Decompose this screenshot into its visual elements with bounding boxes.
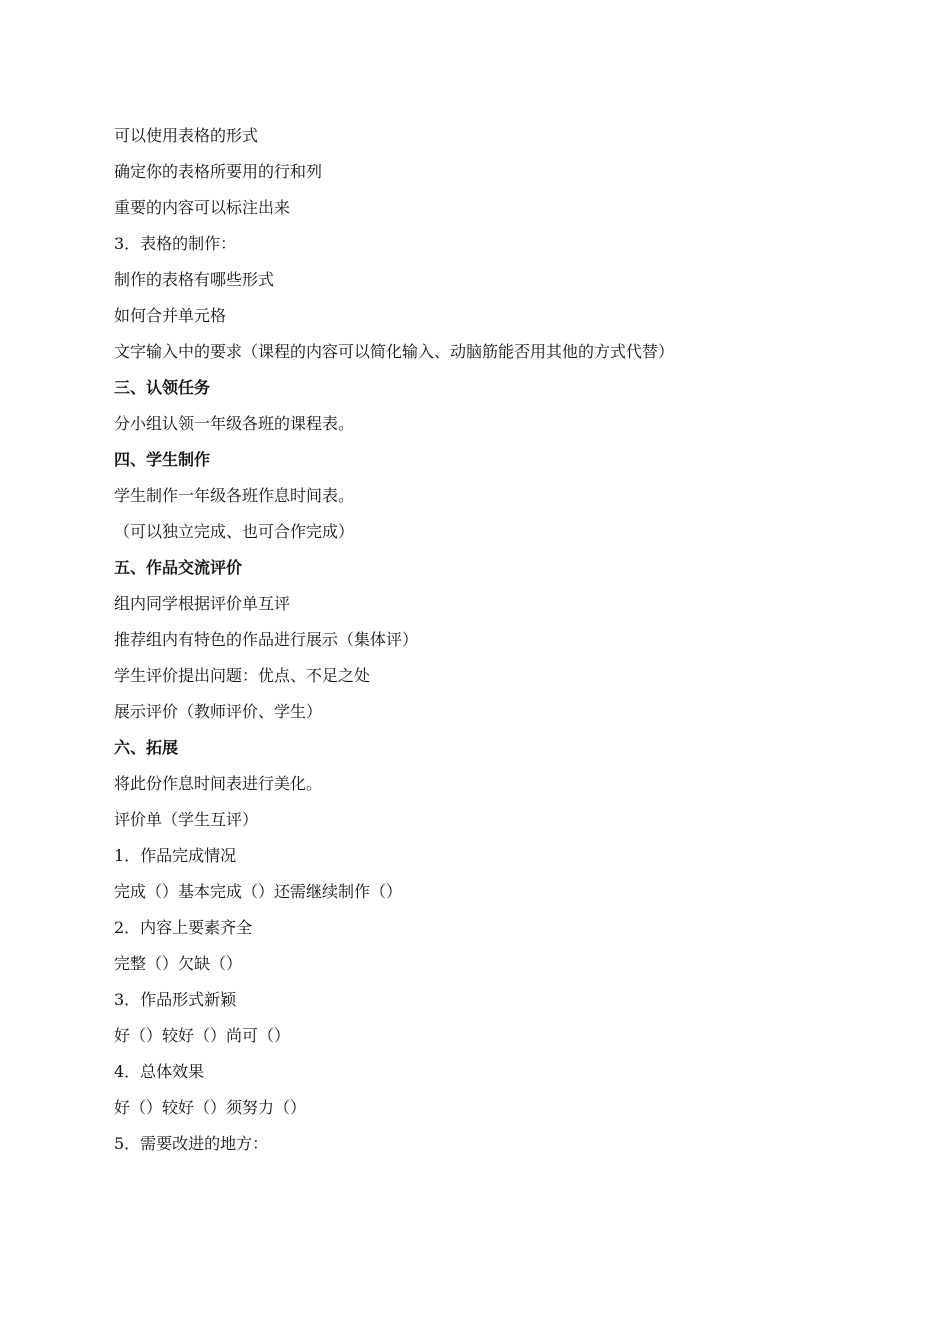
- section-heading: 五、作品交流评价: [114, 558, 243, 577]
- text-line: 推荐组内有特色的作品进行展示（集体评）: [114, 630, 419, 649]
- document-body: [114, 118, 834, 1162]
- section-heading: 三、认领任务: [114, 378, 211, 397]
- text-line: 4．总体效果: [114, 1062, 205, 1081]
- text-line: 3．作品形式新颖: [114, 990, 237, 1009]
- text-line: 完整（）欠缺（）: [114, 954, 243, 973]
- text-line: 学生评价提出问题：优点、不足之处: [114, 666, 371, 685]
- section-heading: 六、拓展: [114, 738, 179, 757]
- text-line: 5．需要改进的地方：: [114, 1134, 269, 1153]
- text-line: 重要的内容可以标注出来: [114, 198, 291, 217]
- text-line: 好（）较好（）须努力（）: [114, 1098, 307, 1117]
- text-line: 文字输入中的要求（课程的内容可以简化输入、动脑筋能否用其他的方式代替）: [114, 342, 675, 361]
- text-line: 确定你的表格所要用的行和列: [114, 162, 323, 181]
- text-line: 将此份作息时间表进行美化。: [114, 774, 323, 793]
- text-line: 如何合并单元格: [114, 306, 227, 325]
- text-line: 展示评价（教师评价、学生）: [114, 702, 323, 721]
- text-line: 制作的表格有哪些形式: [114, 270, 275, 289]
- text-line: （可以独立完成、也可合作完成）: [114, 522, 355, 541]
- text-line: 学生制作一年级各班作息时间表。: [114, 486, 355, 505]
- text-line: 评价单（学生互评）: [114, 810, 259, 829]
- text-line: 组内同学根据评价单互评: [114, 594, 291, 613]
- text-line: 完成（）基本完成（）还需继续制作（）: [114, 882, 403, 901]
- text-line: 分小组认领一年级各班的课程表。: [114, 414, 355, 433]
- section-heading: 四、学生制作: [114, 450, 211, 469]
- text-line: 好（）较好（）尚可（）: [114, 1026, 291, 1045]
- text-line: 2．内容上要素齐全: [114, 918, 253, 937]
- text-line: 3．表格的制作：: [114, 234, 237, 253]
- text-line: 可以使用表格的形式: [114, 126, 259, 145]
- text-line: 1．作品完成情况: [114, 846, 237, 865]
